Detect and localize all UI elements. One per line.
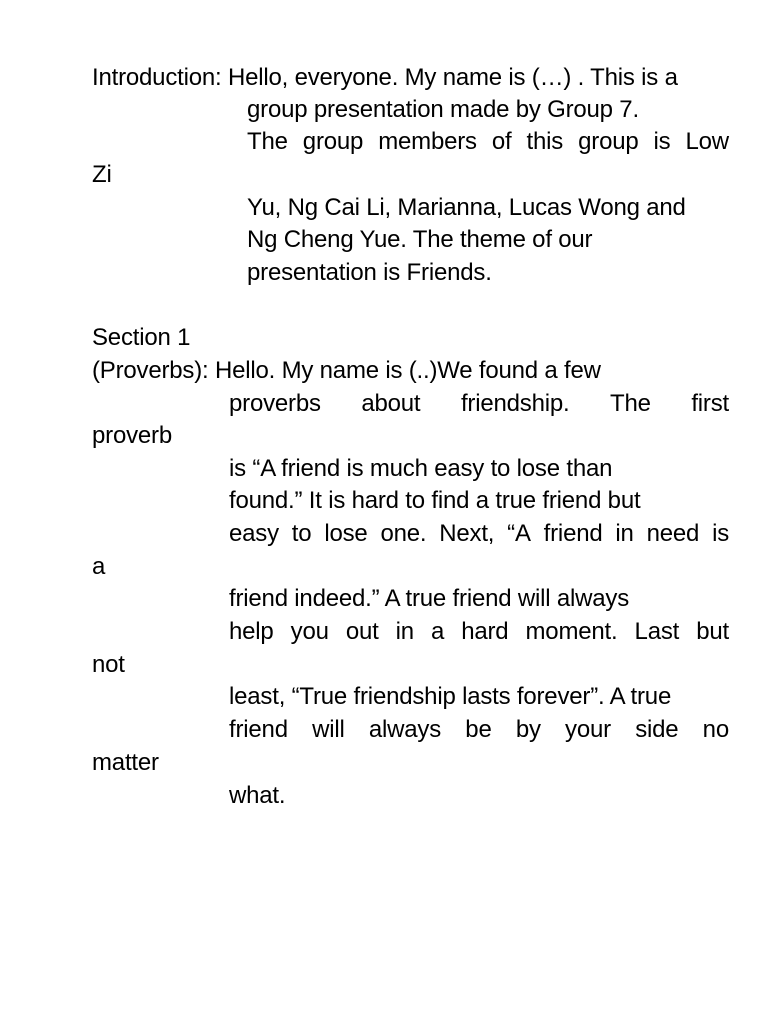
word: “A xyxy=(507,520,531,547)
word: but xyxy=(696,618,729,645)
word: you xyxy=(290,618,329,645)
word: about xyxy=(361,390,421,417)
word: one. xyxy=(380,520,427,547)
word: in xyxy=(615,520,634,547)
word: friend xyxy=(543,520,603,547)
word: Next, xyxy=(439,520,495,547)
word: need xyxy=(646,520,700,547)
word: Last xyxy=(634,618,680,645)
section1-line-4: is “A friend is much easy to lose than xyxy=(229,455,613,482)
section1-line-10: not xyxy=(92,651,125,678)
section1-line-3: proverb xyxy=(92,422,172,449)
word: hard xyxy=(461,618,509,645)
section1-line-12 xyxy=(229,714,729,746)
word: moment. xyxy=(525,618,618,645)
word: members xyxy=(378,128,477,155)
word: group xyxy=(578,128,639,155)
section1-line-6 xyxy=(229,518,729,550)
word: first xyxy=(691,390,729,417)
word: this xyxy=(526,128,564,155)
section1-line-8: friend indeed.” A true friend will always xyxy=(229,585,630,612)
section1-line-2 xyxy=(229,388,729,420)
word: a xyxy=(430,618,445,645)
section1-heading: Section 1 xyxy=(92,324,191,351)
word: proverbs xyxy=(229,390,321,417)
word: in xyxy=(395,618,414,645)
intro-line-6: Ng Cheng Yue. The theme of our xyxy=(247,226,593,253)
word: The xyxy=(610,390,651,417)
section1-line-5: found.” It is hard to find a true friend but xyxy=(229,487,641,514)
word: no xyxy=(702,716,729,743)
word: out xyxy=(345,618,379,645)
intro-line-7: presentation is Friends. xyxy=(247,259,492,286)
section1-line-13: matter xyxy=(92,749,159,776)
section1-line-7: a xyxy=(92,553,106,580)
word: Low xyxy=(685,128,729,155)
word: easy xyxy=(229,520,279,547)
intro-line-4: Zi xyxy=(92,161,112,188)
word: is xyxy=(712,520,729,547)
word: always xyxy=(368,716,442,743)
intro-line-1: Introduction: Hello, everyone. My name is (…) . This is a xyxy=(92,64,678,91)
word: by xyxy=(515,716,541,743)
intro-line-2: group presentation made by Group 7. xyxy=(247,96,639,123)
word: to xyxy=(291,520,312,547)
intro-line-5: Yu, Ng Cai Li, Marianna, Lucas Wong and xyxy=(247,194,686,221)
word: lose xyxy=(324,520,368,547)
word: The xyxy=(247,128,288,155)
section1-line-14: what. xyxy=(229,782,286,809)
word: will xyxy=(312,716,345,743)
word: friendship. xyxy=(460,390,570,417)
word: of xyxy=(491,128,512,155)
section1-line-11: least, “True friendship lasts forever”. A true xyxy=(229,683,672,710)
section1-line-9 xyxy=(229,616,729,648)
word: friend xyxy=(229,716,288,743)
word: is xyxy=(653,128,671,155)
intro-line-3 xyxy=(247,126,729,158)
word: group xyxy=(302,128,364,155)
word: your xyxy=(565,716,611,743)
word: help xyxy=(229,618,274,645)
word: side xyxy=(635,716,679,743)
section1-line-1: (Proverbs): Hello. My name is (..)We found a few xyxy=(92,357,601,384)
word: be xyxy=(465,716,492,743)
